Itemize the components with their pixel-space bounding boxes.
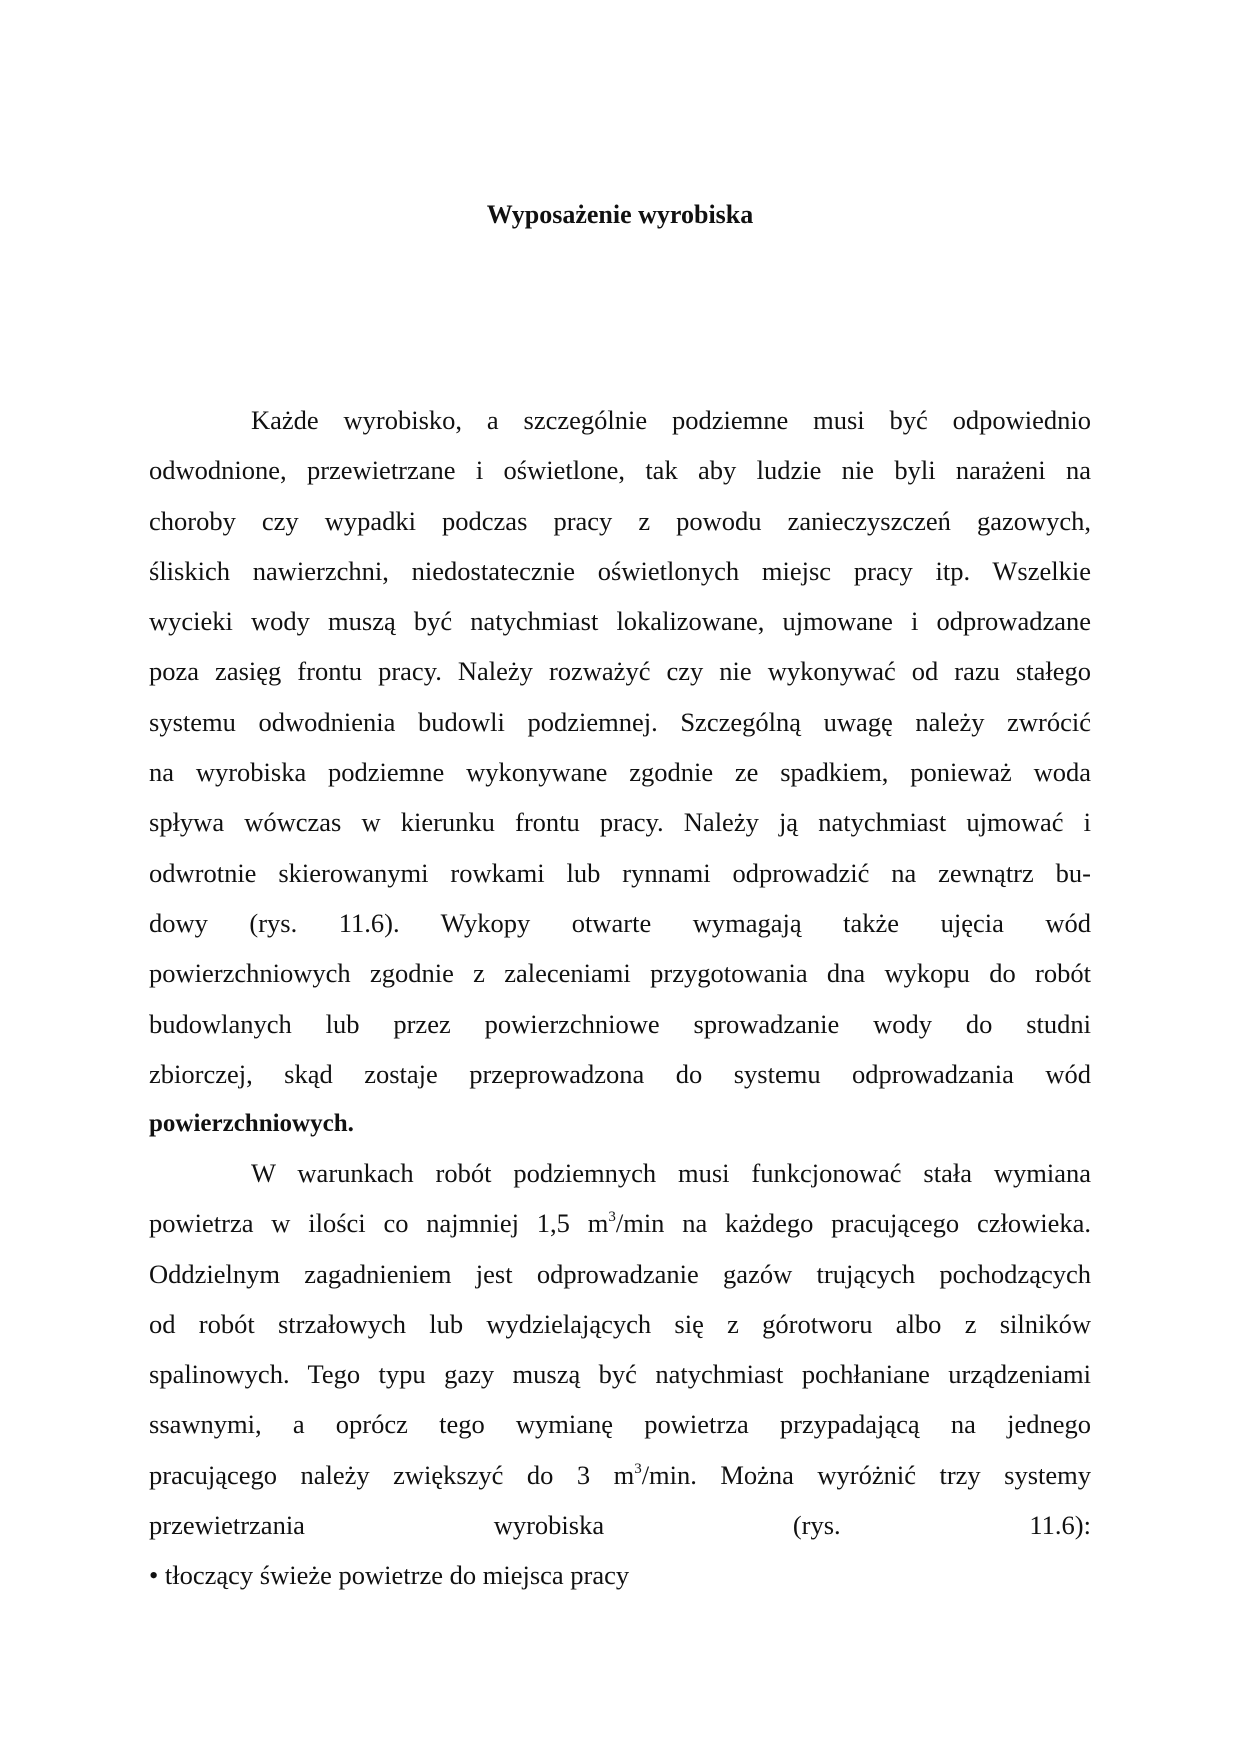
document-title: Wyposażenie wyrobiska [486,200,754,229]
text-line: dowy (rys. 11.6). Wykopy otwarte wymagają także ujęcia wód [149,907,1091,938]
text-segment: /min na każdego pracującego człowieka. [615,1208,1091,1239]
text-line: ssawnymi, a oprócz tego wymianę powietrza przypadającą na jednego [149,1409,1091,1440]
text-line: zbiorczej, skąd zostaje przeprowadzona do systemu odprowadzania wód [149,1058,1091,1089]
text-line: wycieki wody muszą być natychmiast lokalizowane, ujmowane i odprowadzane [149,606,1091,637]
text-line: Oddzielnym zagadnieniem jest odprowadzanie gazów trujących pochodzących [149,1258,1091,1289]
text-line: spływa wówczas w kierunku frontu pracy. Należy ją natychmiast ujmować i [149,807,1091,838]
text-line: spalinowych. Tego typu gazy muszą być natychmiast pochłaniane urządzeniami [149,1359,1091,1390]
superscript: 3 [634,1460,642,1477]
paragraph-ventilation [149,1148,1091,1601]
superscript: 3 [608,1209,616,1226]
text-line [149,1198,1091,1248]
text-line: powierzchniowych zgodnie z zaleceniami przygotowania dna wykopu do robót [149,958,1091,989]
text-line: Każde wyrobisko, a szczególnie podziemne musi być odpowiednio [251,405,1091,435]
text-line: śliskich nawierzchni, niedostatecznie oświetlonych miejsc pracy itp. Wszelkie [149,555,1091,586]
paragraph-drainage [149,395,1091,1149]
text-line: poza zasięg frontu pracy. Należy rozważyć czy nie wykonywać od razu stałego [149,656,1091,687]
text-line: budowlanych lub przez powierzchniowe sprowadzanie wody do studni [149,1008,1091,1039]
text-line: odwodnione, przewietrzane i oświetlone, tak aby ludzie nie byli narażeni na [149,455,1091,486]
text-line: powierzchniowych. [149,1110,354,1138]
text-line [149,1450,1091,1500]
text-line: odwrotnie skierowanymi rowkami lub rynnami odprowadzić na zewnątrz bu- [149,857,1091,888]
text-segment: /min. Można wyróżnić trzy systemy [641,1459,1091,1490]
text-line: przewietrzania wyrobiska (rys. 11.6): [149,1510,1091,1541]
text-segment: pracującego należy zwiększyć do 3 m [149,1459,635,1490]
text-line: na wyrobiska podziemne wykonywane zgodnie ze spadkiem, ponieważ woda [149,757,1091,788]
text-line: choroby czy wypadki podczas pracy z powodu zanieczyszczeń gazowych, [149,505,1091,536]
text-line: systemu odwodnienia budowli podziemnej. Szczególną uwagę należy zwrócić [149,706,1091,737]
text-line: W warunkach robót podziemnych musi funkcjonować stała wymiana [251,1158,1091,1188]
bullet-item: • tłoczący świeże powietrze do miejsca pracy [149,1560,630,1591]
text-segment: powietrza w ilości co najmniej 1,5 m [149,1208,609,1239]
text-line: od robót strzałowych lub wydzielających się z górotworu albo z silników [149,1308,1091,1339]
